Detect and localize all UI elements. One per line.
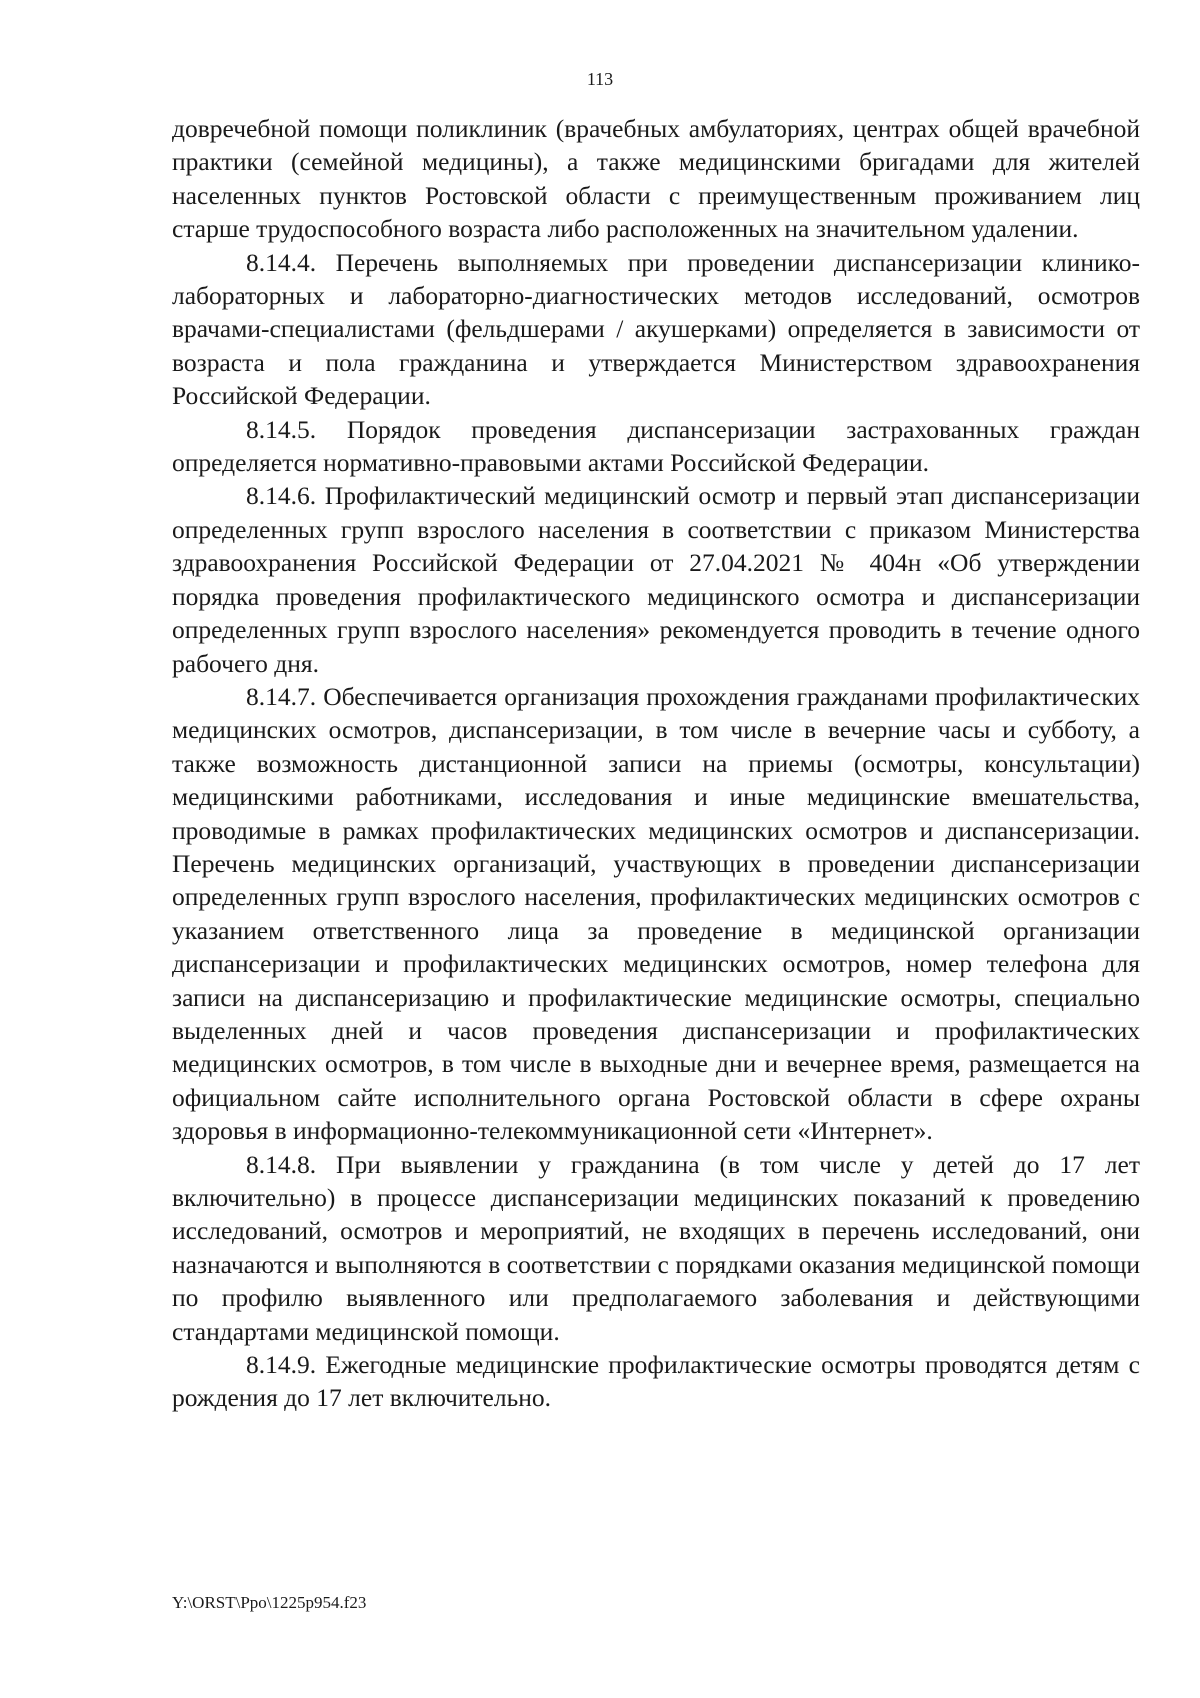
paragraph-8-14-7: 8.14.7. Обеспечивается организация прохождения гражданами профилактических медицинских осмотров, диспансеризации, в том числе в вечерние часы и субботу, а также возможность дистанционной записи на приемы (осмотры, консультации) медицинскими работниками, исследования и иные медицинские вмешательства, проводимые в рамках профилактических медицинских осмотров и диспансеризации. Перечень медицинских организаций, участвующих в проведении диспансеризации определенных групп взрослого населения, профилактических медицинских осмотров с указанием ответственного лица за проведение в медицинской организации диспансеризации и профилактических медицинских осмотров, номер телефона для записи на диспансеризацию и профилактические медицинские осмотры, специально выделенных дней и часов проведения диспансеризации и профилактических медицинских осмотров, в том числе в выходные дни и вечернее время, размещается на официальном сайте исполнительного органа Ростовской области в сфере охраны здоровья в информационно-телекоммуникационной сети «Интернет». bbox=[172, 681, 1140, 1146]
page-number: 113 bbox=[586, 69, 614, 89]
footer-file-path: Y:\ORST\Ppo\1225p954.f23 bbox=[172, 1593, 367, 1612]
paragraph-continuation: довречебной помощи поликлиник (врачебных амбулаториях, центрах общей врачебной практики (семейной медицины), а также медицинскими бригадами для жителей населенных пунктов Ростовской области с преимущественным проживанием лиц старше трудоспособного возраста либо расположенных на значительном удалении. bbox=[172, 114, 1140, 244]
document-body bbox=[172, 112, 1140, 1415]
paragraph-8-14-8: 8.14.8. При выявлении у гражданина (в том числе у детей до 17 лет включительно) в процессе диспансеризации медицинских показаний к проведению исследований, осмотров и мероприятий, не входящих в перечень исследований, они назначаются и выполняются в соответствии с порядками оказания медицинской помощи по профилю выявленного или предполагаемого заболевания и действующими стандартами медицинской помощи. bbox=[172, 1149, 1140, 1346]
paragraph-8-14-6: 8.14.6. Профилактический медицинский осмотр и первый этап диспансеризации определенных групп взрослого населения в соответствии с приказом Министерства здравоохранения Российской Федерации от 27.04.2021 № 404н «Об утверждении порядка проведения профилактического медицинского осмотра и диспансеризации определенных групп взрослого населения» рекомендуется проводить в течение одного рабочего дня. bbox=[172, 481, 1140, 678]
paragraph-8-14-5: 8.14.5. Порядок проведения диспансеризации застрахованных граждан определяется нормативно-правовыми актами Российской Федерации. bbox=[172, 414, 1140, 478]
paragraph-8-14-4: 8.14.4. Перечень выполняемых при проведении диспансеризации клинико-лабораторных и лабораторно-диагностических методов исследований, осмотров врачами-специалистами (фельдшерами / акушерками) определяется в зависимости от возраста и пола гражданина и утверждается Министерством здравоохранения Российской Федерации. bbox=[172, 247, 1140, 411]
paragraph-8-14-9: 8.14.9. Ежегодные медицинские профилактические осмотры проводятся детям с рождения до 17 лет включительно. bbox=[172, 1350, 1140, 1413]
